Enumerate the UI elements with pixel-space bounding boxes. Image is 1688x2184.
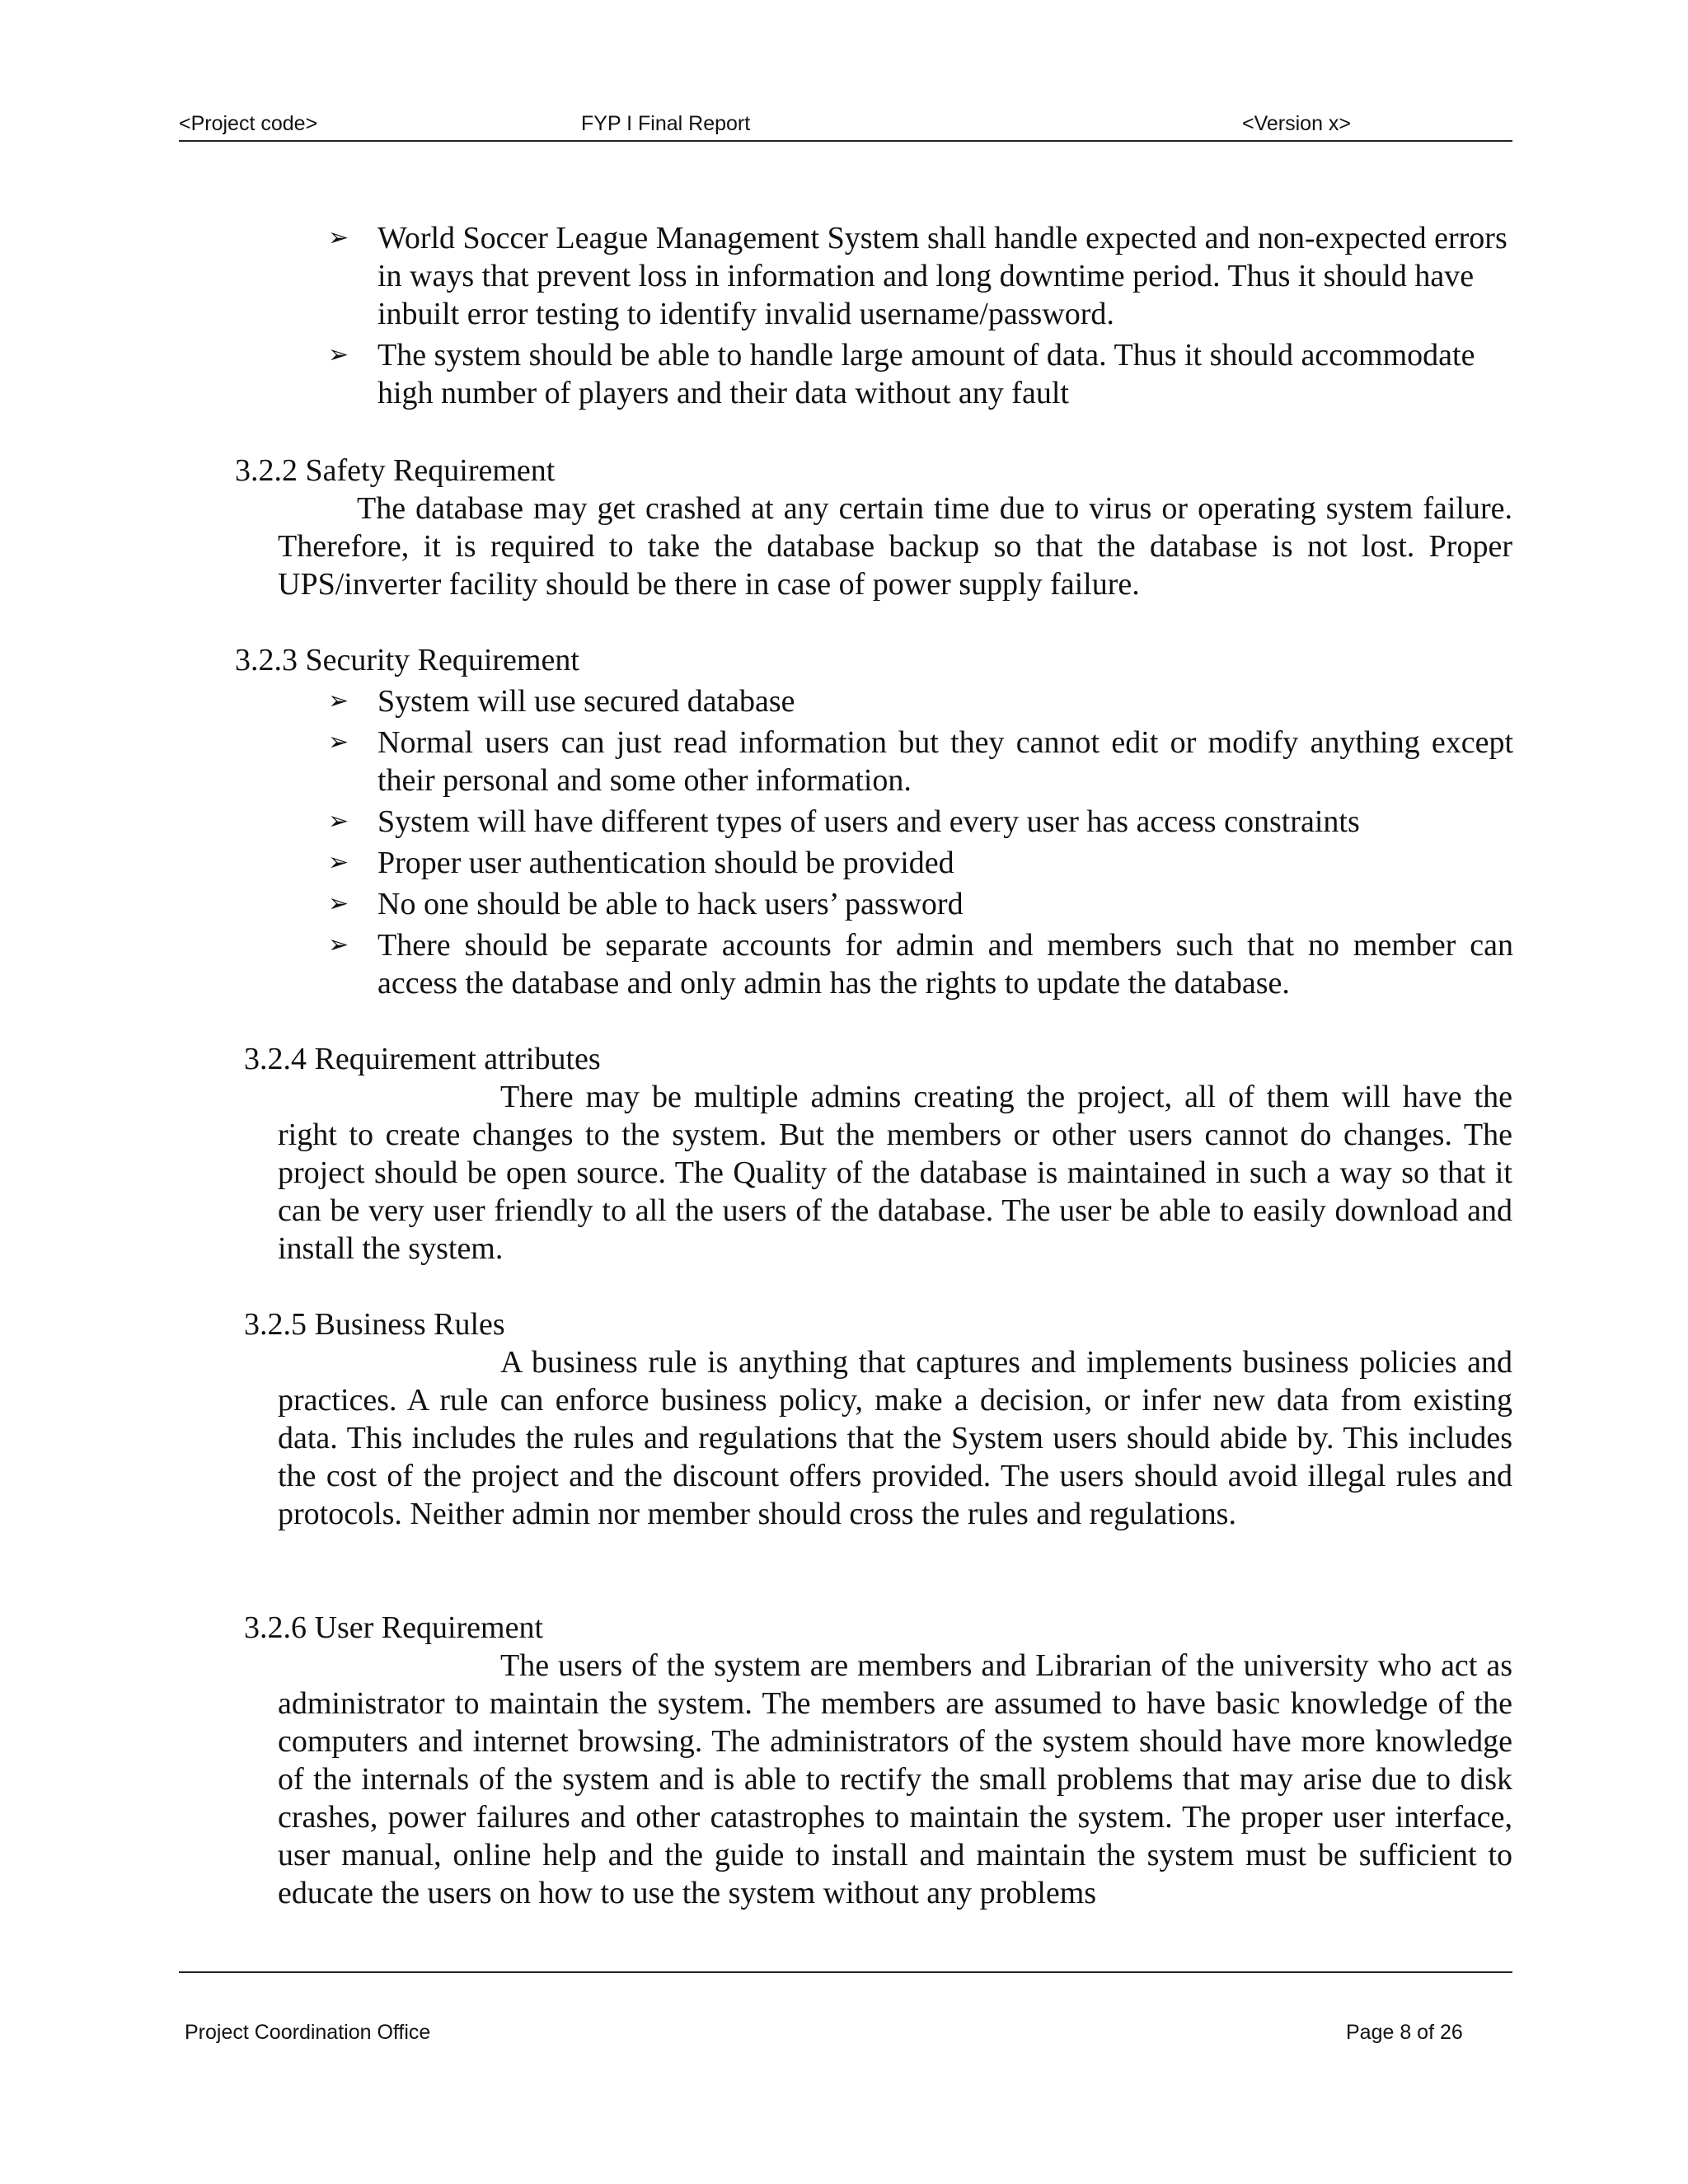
security-bullet-list bbox=[326, 682, 1513, 1005]
arrow-bullet-icon: ➢ bbox=[328, 889, 349, 918]
section-heading-user: 3.2.6 User Requirement bbox=[244, 1610, 544, 1645]
arrow-bullet-icon: ➢ bbox=[328, 848, 349, 877]
header-version: <Version x> bbox=[1242, 112, 1352, 135]
bullet-text: No one should be able to hack users’ password bbox=[377, 887, 964, 921]
footer-office: Project Coordination Office bbox=[185, 2021, 431, 2044]
section-body-safety: The database may get crashed at any certain time due to virus or operating system failure. Therefore, it is required to take the database backup so that the database is not lost. Proper UPS/inverter facility should be there in case of power supply failure. bbox=[278, 491, 1512, 602]
bullet-text: World Soccer League Management System shall handle expected and non-expected errors in ways that prevent loss in information and long downtime period. Thus it should have inbuilt error testing to identify invalid username/password. bbox=[377, 221, 1507, 331]
list-item bbox=[326, 219, 1513, 333]
bullet-text: Proper user authentication should be provided bbox=[377, 846, 954, 880]
section-body-business: A business rule is anything that captures and implements business policies and practices. A rule can enforce business policy, make a decision, or infer new data from existing data. This includes the rules and regulations that the System users should abide by. This includes the cost of the project and the discount offers provided. The users should avoid illegal rules and protocols. Neither admin nor member should cross the rules and regulations. bbox=[278, 1345, 1512, 1531]
list-item bbox=[326, 682, 1513, 720]
list-item bbox=[326, 336, 1513, 412]
arrow-bullet-icon: ➢ bbox=[328, 728, 349, 757]
intro-bullet-list bbox=[326, 219, 1513, 415]
section-body-attributes: There may be multiple admins creating the project, all of them will have the right to create changes to the system. But the members or other users cannot do changes. The project should be open source. The Quality of the database is maintained in such a way so that it can be very user friendly to all the users of the database. The user be able to easily download and install the system. bbox=[278, 1080, 1512, 1266]
section-heading-safety: 3.2.2 Safety Requirement bbox=[235, 453, 556, 488]
footer-divider bbox=[179, 1971, 1512, 1973]
bullet-text: Normal users can just read information but they cannot edit or modify anything except their personal and some other information. bbox=[377, 725, 1513, 798]
arrow-bullet-icon: ➢ bbox=[328, 930, 349, 959]
list-item bbox=[326, 926, 1513, 1002]
bullet-text: System will use secured database bbox=[377, 684, 795, 719]
arrow-bullet-icon: ➢ bbox=[328, 807, 349, 836]
header-report-title: FYP I Final Report bbox=[581, 112, 751, 135]
section-body-user: The users of the system are members and Librarian of the university who act as administrator to maintain the system. The members are assumed to have basic knowledge of the computers and internet browsing. The administrators of the system should have more knowledge of the internals of the system and is able to rectify the small problems that may arise due to disk crashes, power failures and other catastrophes to maintain the system. The proper user interface, user manual, online help and the guide to install and maintain the system must be sufficient to educate the users on how to use the system without any problems bbox=[278, 1648, 1512, 1910]
section-heading-security: 3.2.3 Security Requirement bbox=[235, 643, 579, 677]
bullet-text: There should be separate accounts for admin and members such that no member can access the database and only admin has the rights to update the database. bbox=[377, 928, 1513, 1001]
list-item bbox=[326, 724, 1513, 799]
section-heading-attributes: 3.2.4 Requirement attributes bbox=[244, 1042, 601, 1076]
footer-page-number: Page 8 of 26 bbox=[1346, 2021, 1463, 2044]
header-project-code: <Project code> bbox=[179, 112, 318, 135]
section-heading-business: 3.2.5 Business Rules bbox=[244, 1307, 505, 1342]
page-header bbox=[179, 104, 1512, 142]
arrow-bullet-icon: ➢ bbox=[328, 340, 349, 369]
list-item bbox=[326, 844, 1513, 882]
arrow-bullet-icon: ➢ bbox=[328, 687, 349, 715]
bullet-text: System will have different types of users and every user has access constraints bbox=[377, 804, 1360, 839]
list-item bbox=[326, 885, 1513, 923]
bullet-text: The system should be able to handle large amount of data. Thus it should accommodate high number of players and their data without any fault bbox=[377, 338, 1475, 410]
arrow-bullet-icon: ➢ bbox=[328, 223, 349, 252]
list-item bbox=[326, 803, 1513, 841]
